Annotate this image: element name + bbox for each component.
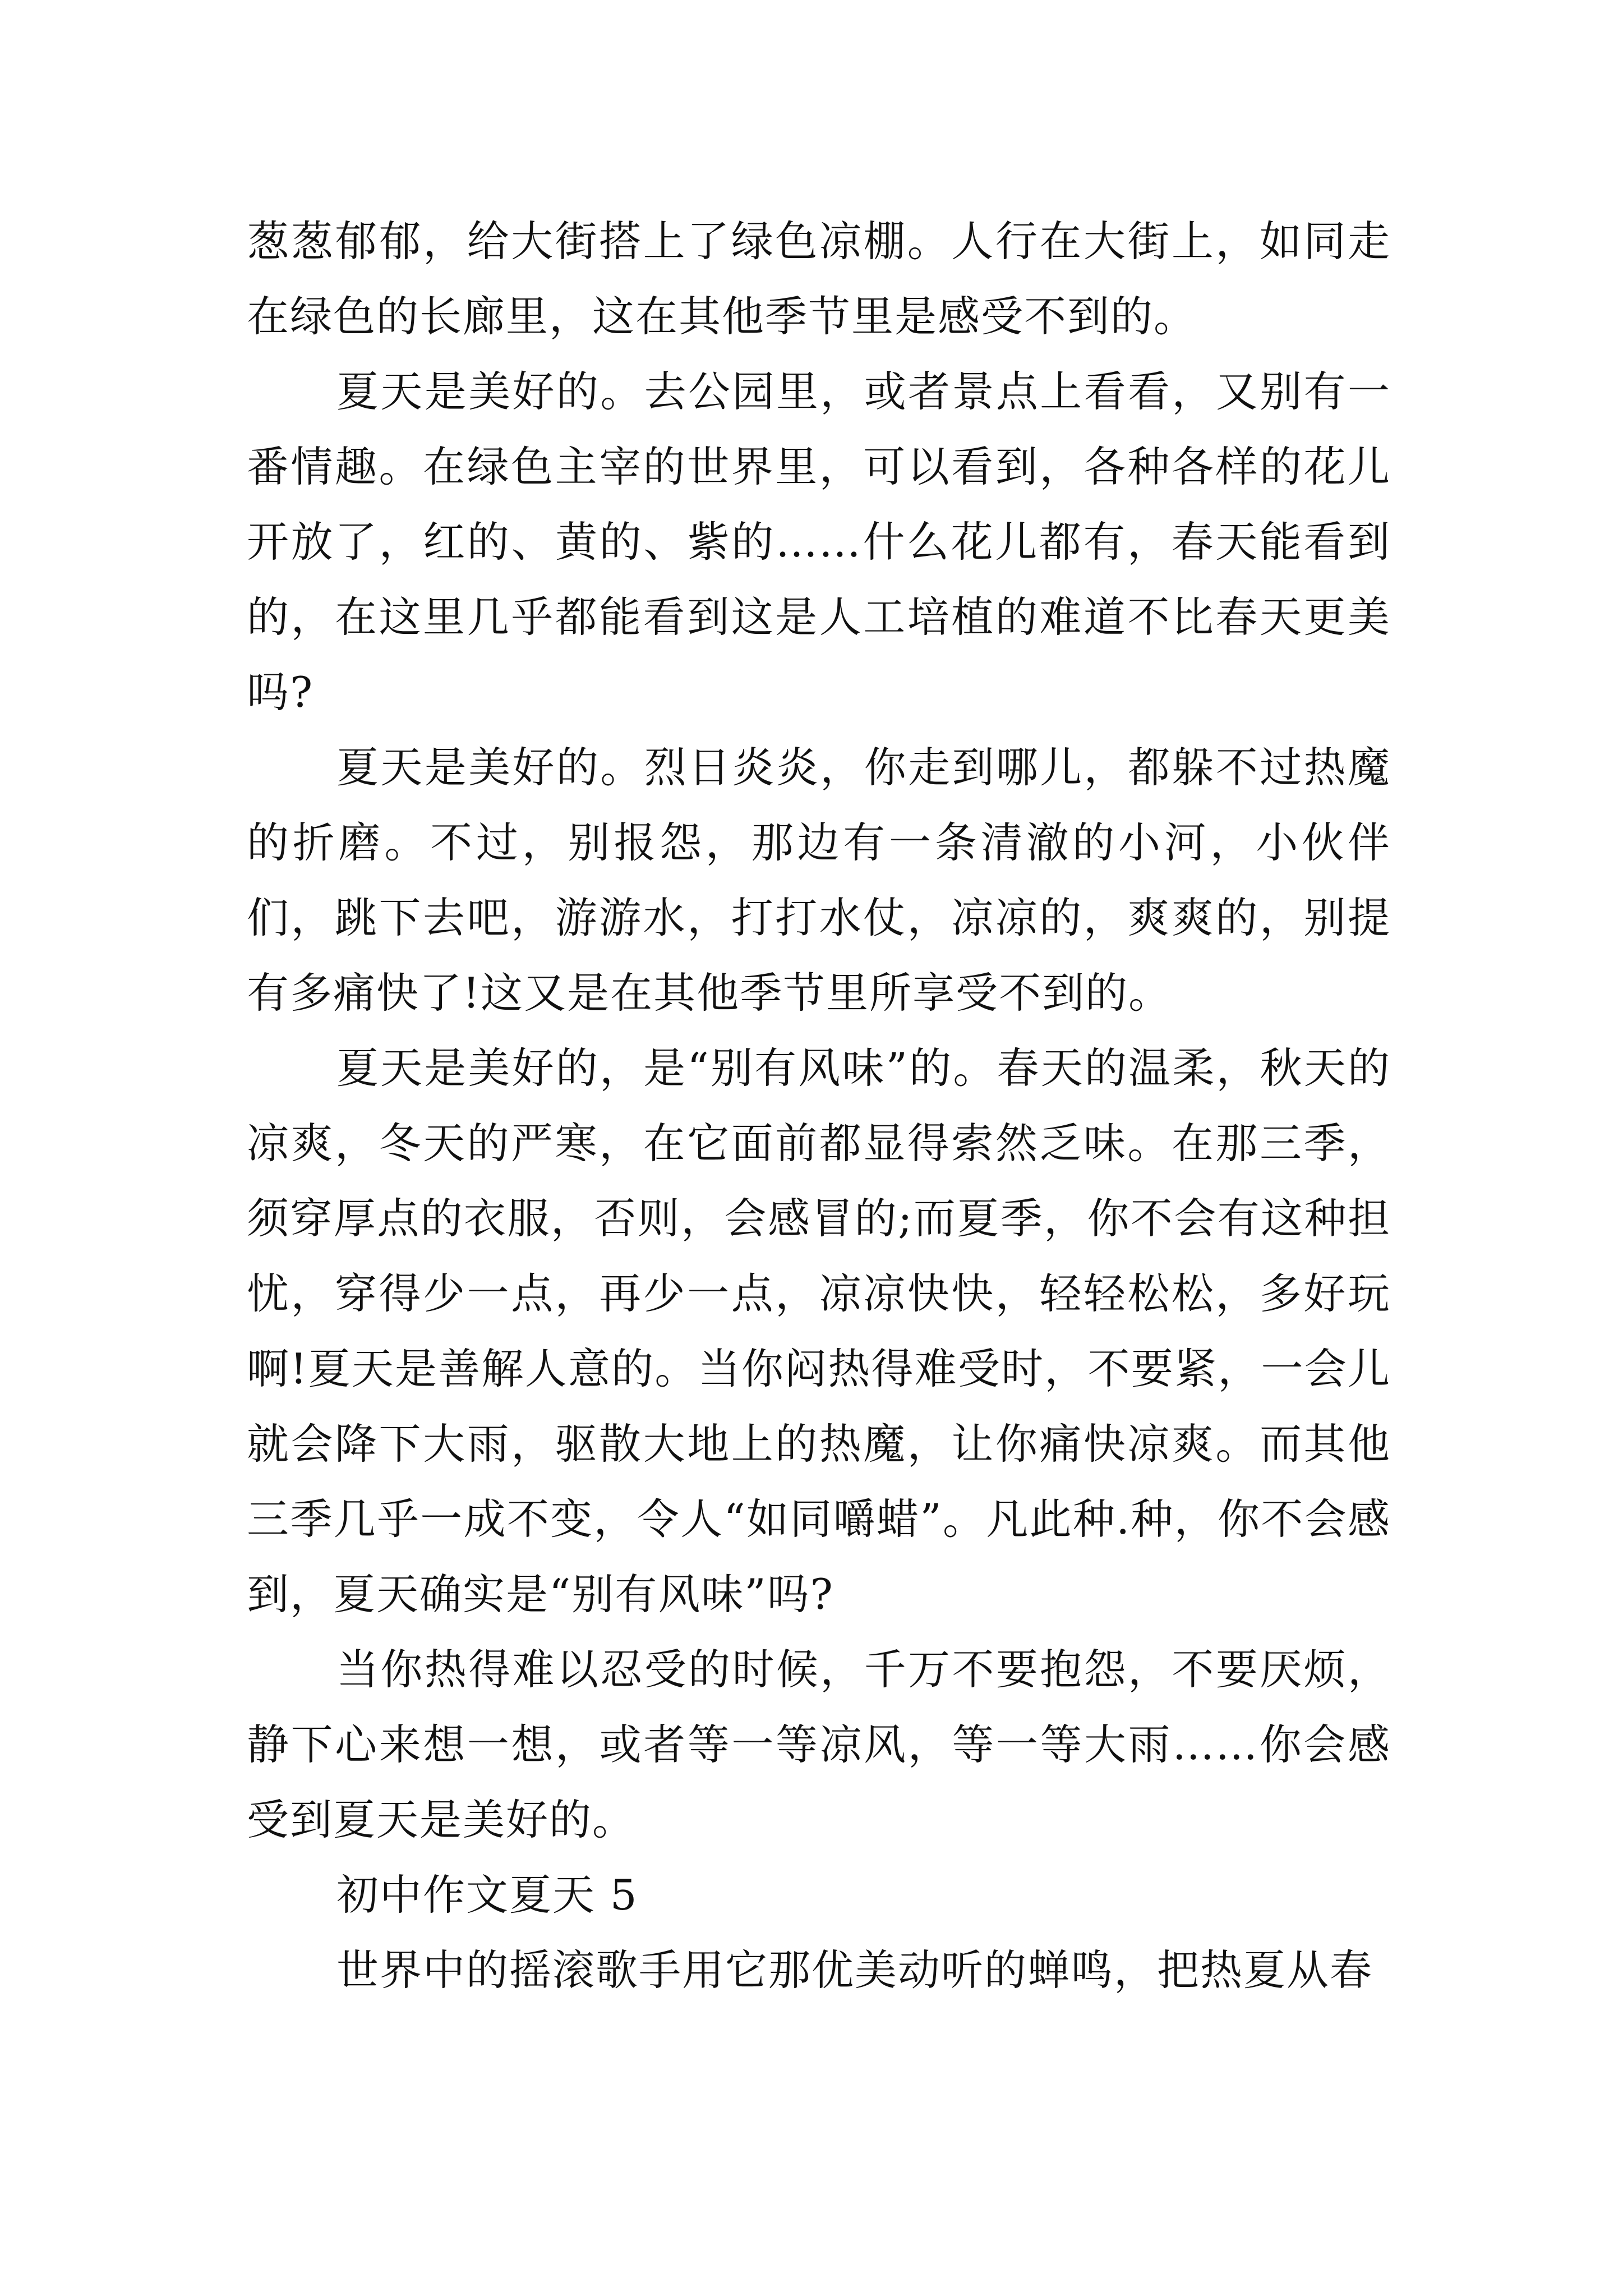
- essay-body: [247, 204, 1391, 2008]
- paragraph-5: 当你热得难以忍受的时候，千万不要抱怨，不要厌烦，静下心来想一想，或者等一等凉风，等一等大雨……你会感受到夏天是美好的。: [247, 1645, 1391, 1844]
- essay-title: 初中作文夏天 5: [336, 1870, 638, 1920]
- paragraph-1: 葱葱郁郁，给大街搭上了绿色凉棚。人行在大街上，如同走在绿色的长廊里，这在其他季节里是感受不到的。: [247, 217, 1391, 341]
- paragraph-6: 世界中的摇滚歌手用它那优美动听的蝉鸣，把热夏从春: [336, 1945, 1373, 1995]
- paragraph-2: 夏天是美好的。去公园里，或者景点上看看，又别有一番情趣。在绿色主宰的世界里，可以看到，各种各样的花儿开放了，红的、黄的、紫的……什么花儿都有，春天能看到的，在这里几乎都能看到这是人工培植的难道不比春天更美吗?: [247, 367, 1391, 717]
- paragraph-4: 夏天是美好的，是“别有风味”的。春天的温柔，秋天的凉爽，冬天的严寒，在它面前都显得索然乏味。在那三季，须穿厚点的衣服，否则，会感冒的;而夏季，你不会有这种担忧，穿得少一点，再少一点，凉凉快快，轻轻松松，多好玩啊!夏天是善解人意的。当你闷热得难受时，不要紧，一会儿就会降下大雨，驱散大地上的热魔，让你痛快凉爽。而其他三季几乎一成不变，令人“如同嚼蜡”。凡此种.种，你不会感到，夏天确实是“别有风味”吗?: [247, 1043, 1391, 1619]
- paragraph-3: 夏天是美好的。烈日炎炎，你走到哪儿，都躲不过热魔的折磨。不过，别报怨，那边有一条清澈的小河，小伙伴们，跳下去吧，游游水，打打水仗，凉凉的，爽爽的，别提有多痛快了!这又是在其他季节里所享受不到的。: [247, 743, 1391, 1018]
